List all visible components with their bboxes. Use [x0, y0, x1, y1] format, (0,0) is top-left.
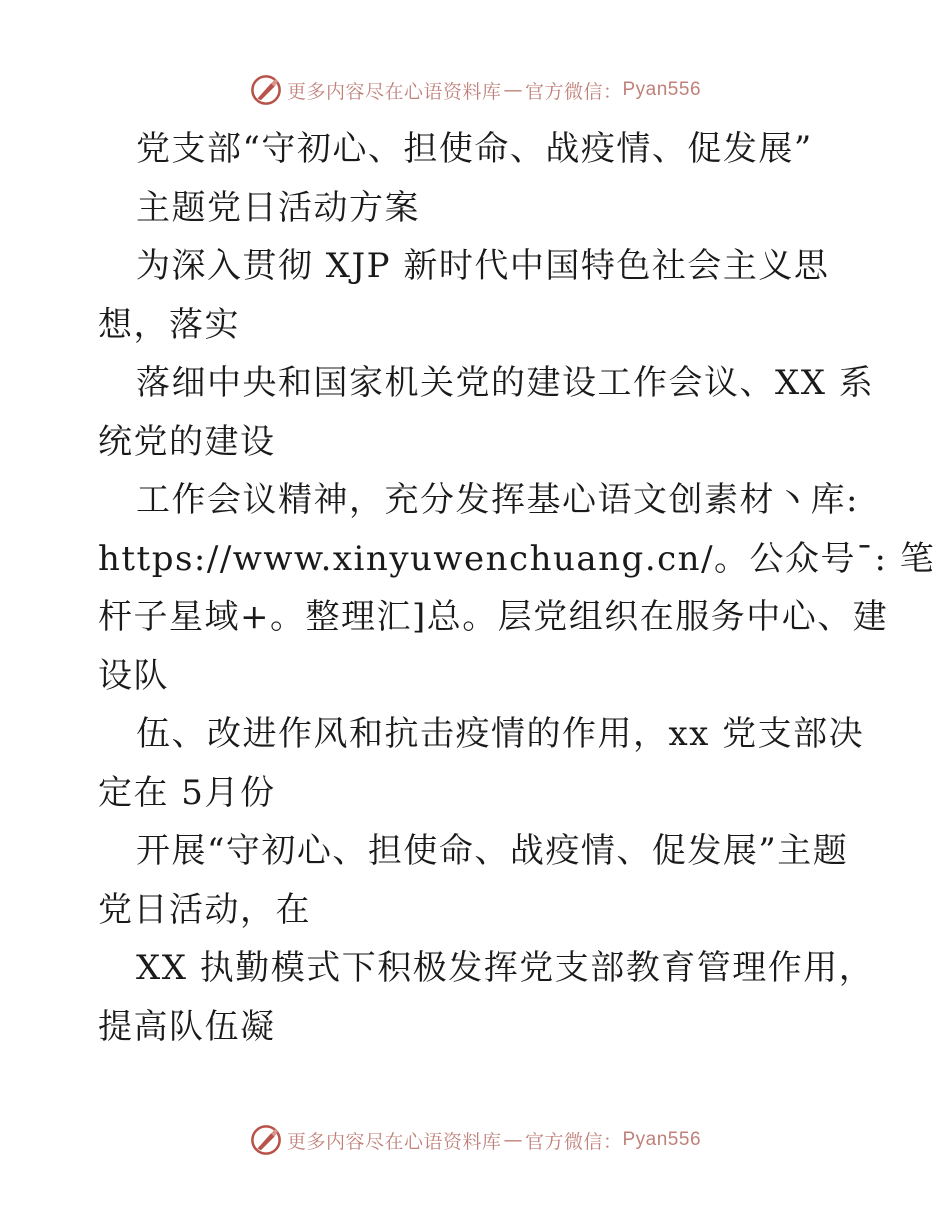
- text-line: 党日活动，在: [98, 889, 311, 930]
- watermark-separator: —: [503, 79, 523, 101]
- text-line: 党支部“守初心、担使命、战疫情、促发展”: [136, 129, 813, 169]
- text-line: 主题党日活动方案: [136, 187, 420, 228]
- text-line: 工作会议精神，充分发挥基心语文创素材丶库:: [136, 480, 859, 520]
- header-watermark: [0, 70, 950, 110]
- text-line: 定在 5月份: [98, 772, 276, 813]
- text-line: XX 执勤模式下积极发挥党支部教育管理作用，: [136, 948, 875, 988]
- watermark-text: 更多内容尽在心语资料库: [286, 1130, 502, 1153]
- watermark-wechat-id: Pyan556: [622, 1129, 702, 1150]
- document-body: [98, 120, 936, 1056]
- watermark-separator: —: [503, 1129, 523, 1151]
- pen-logo-icon: [249, 73, 283, 107]
- text-line: 落细中央和国家机关党的建设工作会议、XX 系: [136, 363, 875, 403]
- text-line: 统党的建设: [98, 421, 276, 462]
- watermark-text: 更多内容尽在心语资料库: [286, 80, 502, 103]
- text-line: 设队: [98, 655, 169, 696]
- footer-watermark: [0, 1120, 950, 1160]
- text-line: 提高队伍凝: [98, 1006, 276, 1047]
- watermark-wechat-id: Pyan556: [622, 79, 702, 100]
- watermark-wechat-label: 官方微信：: [524, 1130, 623, 1153]
- text-line: 杆子星域+。整理汇]总。层党组织在服务中心、建: [98, 597, 889, 637]
- watermark-wechat-label: 官方微信：: [524, 80, 623, 103]
- text-line: 开展“守初心、担使命、战疫情、促发展”主题: [136, 831, 849, 871]
- text-line: 伍、改进作风和抗击疫情的作用，xx 党支部决: [136, 714, 865, 754]
- text-line: 想，落实: [98, 304, 240, 345]
- pen-logo-icon: [249, 1123, 283, 1157]
- text-line: https://www.xinyuwenchuang.cn/。公众号¯: 笔: [98, 538, 936, 579]
- text-line: 为深入贯彻 XJP 新时代中国特色社会主义思: [136, 246, 830, 286]
